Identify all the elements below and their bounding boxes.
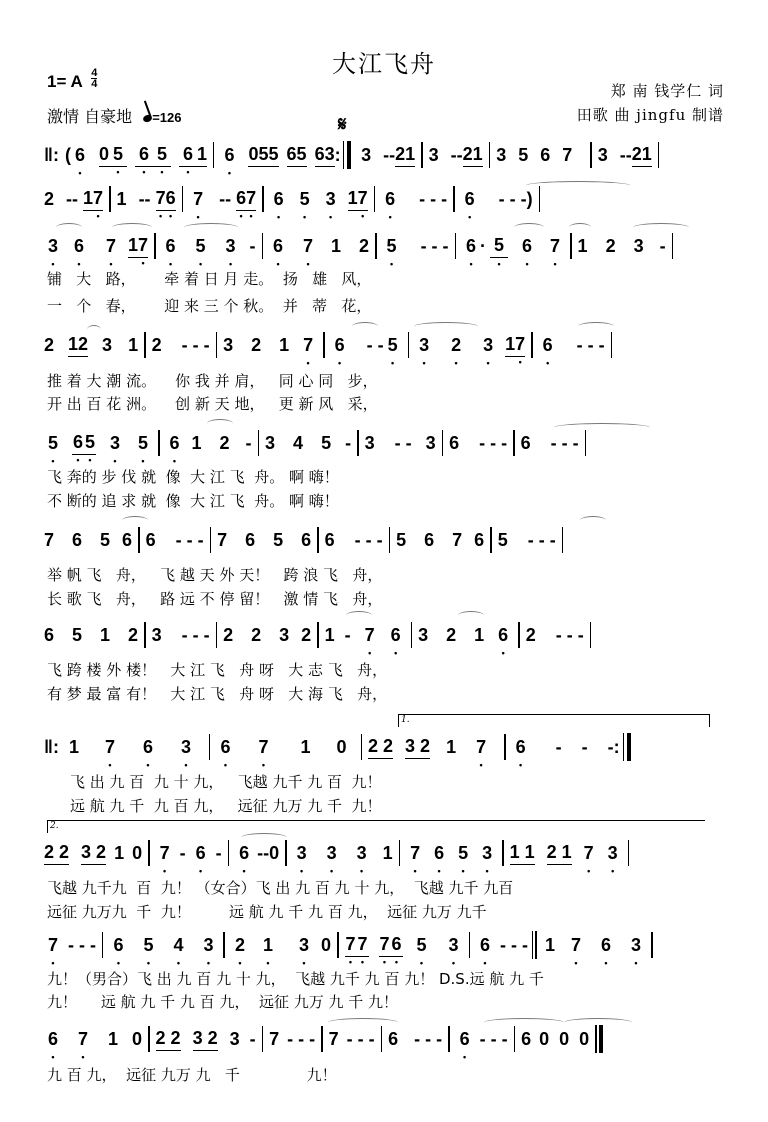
lyrics-line-4a: 推 着 大 潮 流。 你 我 并 肩， 同 心 同 步， bbox=[47, 372, 378, 390]
system-5: 5 • 6 • 5 • 3 • 5 • 6 • 1 2 - 3 4 5 - 3 - - 3 6 - - - 6 - - - bbox=[44, 430, 728, 456]
lyrics-line-8a: 飞 出 九 百 九 十 九， 飞越 九千 九 百 九！ bbox=[70, 773, 382, 791]
page-title: 大江飞舟 bbox=[332, 50, 436, 78]
system-11: 6 • 7 • 1 0 2 2 3 2 3 - 7 - - - 7 - - - 6 - - - 6 • - - - 6 0 0 0 bbox=[44, 1026, 728, 1052]
system-2: 2 -- 17 • 1 -- 7 •6 • 7 • -- 6 •7 • 6 • 5 • 3 • 17 • 6 • - - - 6 • - - -) bbox=[44, 186, 728, 212]
key-label: 1= A bbox=[47, 72, 83, 91]
tempo-value: =126 bbox=[152, 110, 182, 125]
system-4: 2 12 3 1 2 - - - 3 2 1 7 • 6 • - - 5 • 3 • 2 • 3 • 17 • 6 • - - - bbox=[44, 332, 728, 358]
key-signature bbox=[47, 67, 98, 93]
lyrics-line-7a: 飞 跨 楼 外 楼！ 大 江 飞 舟 呀 大 志 飞 舟， bbox=[47, 661, 388, 679]
time-signature: $\frac{4}{4}$ bbox=[91, 67, 98, 91]
system-1: ‖: ( 6 • 0 5 • 6 • 5 • 6 • 1 6 • 055 65 63 : 3 -- 21 3 -- 21 3567 3 -- 21 bbox=[44, 142, 728, 168]
lyrics-line-3a: 铺 大 路， 牵 着 日 月 走。 扬 雄 风， bbox=[47, 270, 372, 288]
lyrics-line-3b: 一 个 春， 迎 来 三 个 秋。 并 蒂 花， bbox=[47, 297, 372, 315]
lyrics-line-7b: 有 梦 最 富 有！ 大 江 飞 舟 呀 大 海 飞 舟， bbox=[47, 685, 388, 703]
system-6: 7 6 5 6 6 - - - 7 6 5 6 6 - - - 5 6 7 6 5 - - - bbox=[44, 527, 728, 553]
lyrics-line-8b: 远 航 九 千 九 百 九， 远征 九万 九 千 九！ bbox=[70, 797, 382, 815]
system-8: ‖: 1 7 • 6 • 3 • 6 • 7 • 1 0 2 2 3 2 1 7 • 6 • - - - : bbox=[44, 734, 728, 760]
volta-1-bracket: 1. bbox=[398, 714, 710, 727]
tempo-marking bbox=[47, 104, 181, 127]
lyrics-line-5a: 飞 奔的 步 伐 就 像 大 江 飞 舟。 啊 嗨！ bbox=[47, 468, 339, 486]
lyricist-credit: 郑 南 钱学仁 词 bbox=[610, 82, 724, 100]
repeat-start-icon: ‖: bbox=[44, 144, 59, 165]
repeat-start-icon: ‖: bbox=[44, 736, 59, 757]
expression-text: 激情 自豪地 bbox=[47, 107, 133, 126]
system-7: 6 5 1 2 3 - - - 2 2 3 2 1 - 7 • 6 • 3 2 1 6 • 2 - - - bbox=[44, 622, 728, 648]
lyrics-line-6a: 举 帆 飞 舟， 飞 越 天 外 天！ 跨 浪 飞 舟， bbox=[47, 566, 383, 584]
lyrics-line-10a: 九！（男合）飞 出 九 百 九 十 九， 飞越 九千 九 百 九！ D.S.远 航 九 千 bbox=[47, 970, 544, 988]
volta-2-bracket: 2. bbox=[47, 820, 705, 833]
segno-icon: 𝄋 bbox=[338, 112, 347, 136]
system-10: 7 • - - - 6 • 5 • 4 • 3 • 2 • 1 • 3 • 0 7 • 7 • 7 • 6 • 5 • 3 • 6 • - - - 1 7 • 6 • 3 • bbox=[44, 932, 728, 958]
bar-line bbox=[213, 142, 215, 168]
lyrics-line-6b: 长 歌 飞 舟， 路 远 不 停 留！ 激 情 飞 舟， bbox=[47, 590, 383, 608]
lyrics-line-9b: 远征 九万九 千 九！ 远 航 九 千 九 百 九， 远征 九万 九千 bbox=[47, 903, 487, 921]
lyrics-line-10b: 九！ 远 航 九 千 九 百 九， 远征 九万 九 千 九！ bbox=[47, 993, 399, 1011]
system-9: 2 2 3 2 1 0 7 • - 6 • - 6 • --0 3 • 3 • 3 • 1 7 • 6 • 5 • 3 • 1 1 2 1 7 • 3 • bbox=[44, 840, 728, 866]
lyrics-line-9a: 飞越 九千九 百 九！ （女合）飞 出 九 百 九 十 九， 飞越 九千 九百 bbox=[47, 879, 514, 897]
lyrics-line-4b: 开 出 百 花 洲。 创 新 天 地， 更 新 风 采， bbox=[47, 395, 378, 413]
lyrics-line-11a: 九 百 九， 远征 九万 九 千 九！ bbox=[47, 1066, 337, 1084]
system-3: 3 • 6 • 7 • 17 • 6 • 5 • 3 • - 6 • 7 • 1 2 5 • - - - 6 • · 5 • 6 • 7 • 1 2 3 - bbox=[44, 233, 728, 259]
lyrics-line-5b: 不 断的 追 求 就 像 大 江 飞 舟。 啊 嗨！ bbox=[47, 492, 339, 510]
composer-credit: 田歌 曲 jingfu 制谱 bbox=[576, 106, 724, 124]
